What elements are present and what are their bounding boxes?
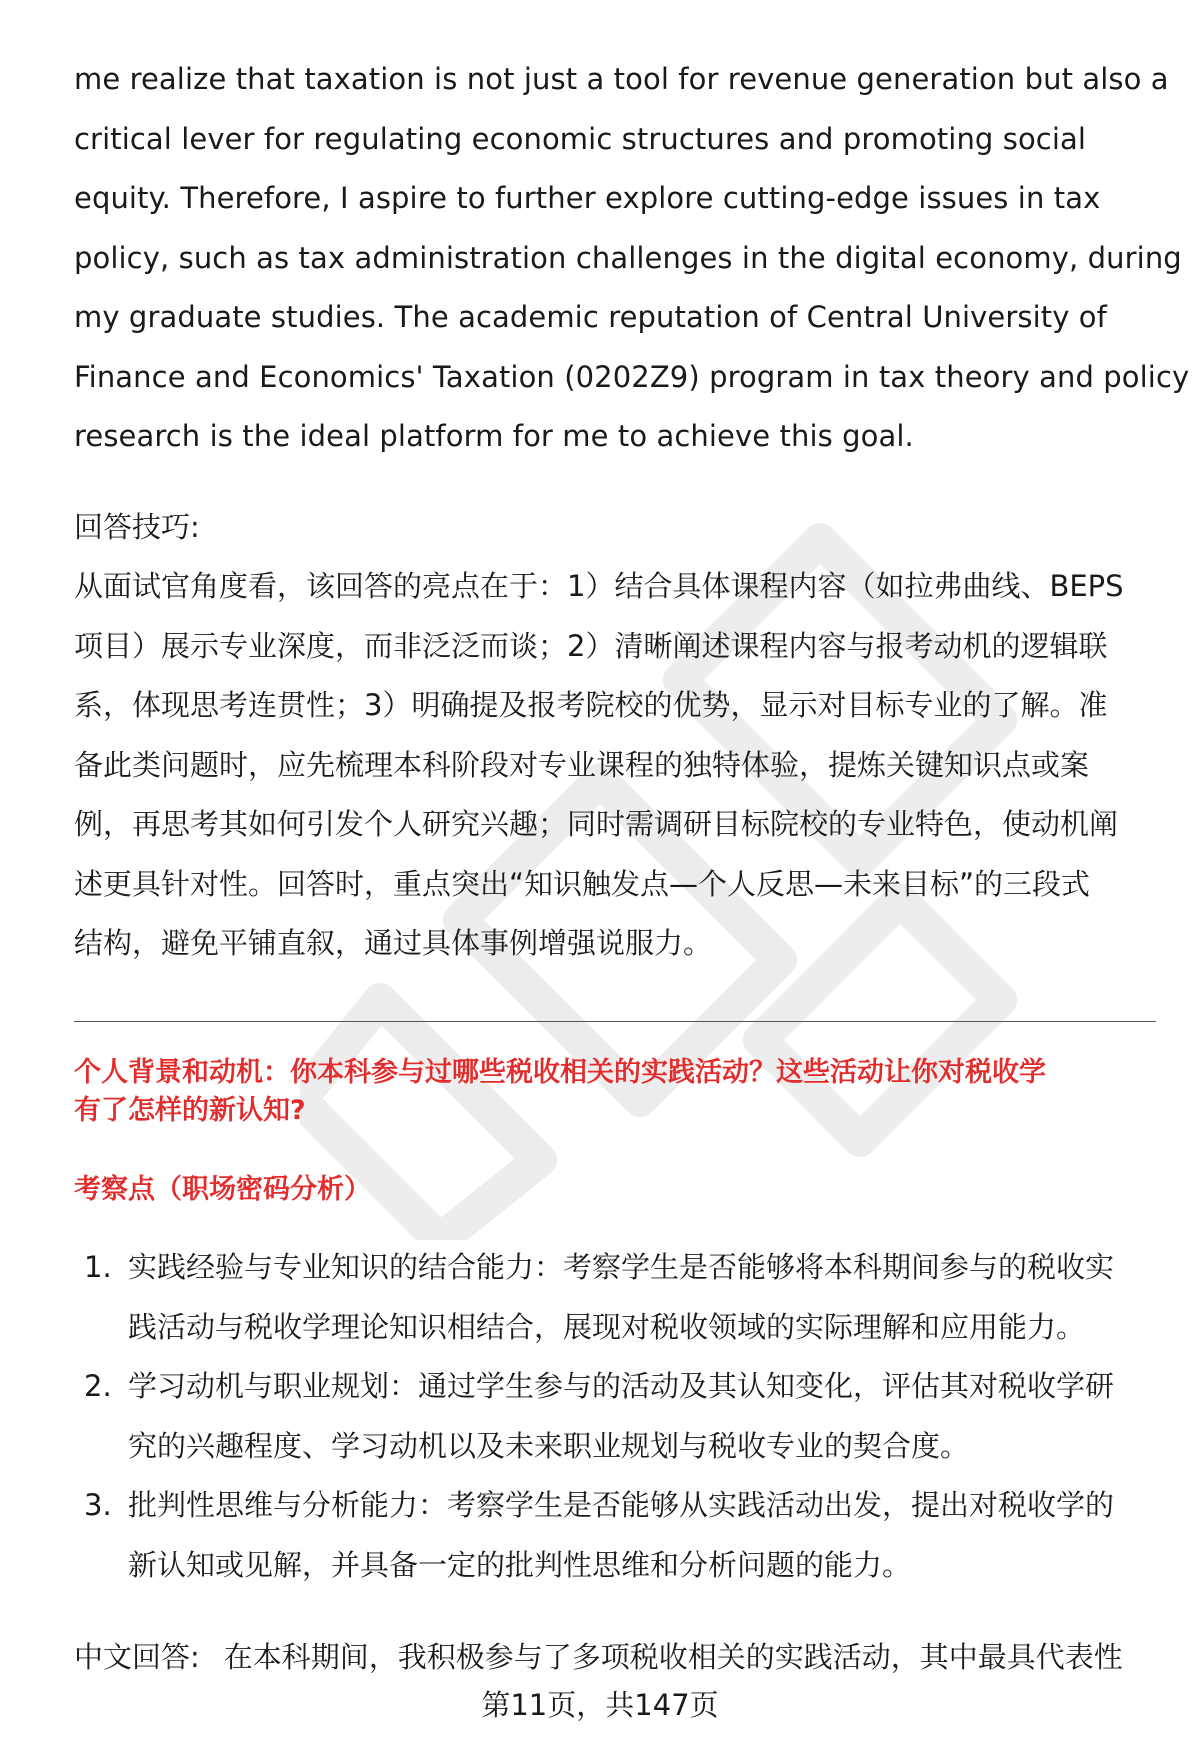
question-heading [74,1054,1164,1130]
list-item [0,1476,1200,1595]
tips-label: 回答技巧: [74,510,200,544]
text-line: 践活动与税收学理论知识相结合，展现对税收领域的实际理解和应用能力。 [128,1309,1086,1344]
text-line: 结构，避免平铺直叙，通过具体事例增强说服力。 [74,926,713,960]
list-item-text [128,1238,1168,1357]
exam-points-list [0,1238,1200,1595]
text-line: 实践经验与专业知识的结合能力：考察学生是否能够将本科期间参与的税收实 [128,1250,1115,1284]
text-line: 例，再思考其如何引发个人研究兴趣；同时需调研目标院校的专业特色，使动机阐 [74,807,1119,841]
text-line: 备此类问题时，应先梳理本科阶段对专业课程的独特体验，提炼关键知识点或案 [74,747,1090,782]
text-line: Finance and Economics' Taxation (0202Z9) program in tax theory and policy [74,359,1190,394]
list-item-text [128,1476,1168,1595]
text-line: critical lever for regulating economic structures and promoting social [74,121,1087,156]
text-line: 学习动机与职业规划：通过学生参与的活动及其认知变化，评估其对税收学研 [128,1369,1115,1403]
text-line: 系，体现思考连贯性；3）明确提及报考院校的优势，显示对目标专业的了解。准 [74,688,1108,722]
text-line: policy, such as tax administration challenges in the digital economy, during [74,240,1182,275]
text-line: my graduate studies. The academic reputation of Central University of [74,300,1107,334]
heading-line: 有了怎样的新认知? [74,1095,306,1126]
list-number: 3. [84,1488,112,1522]
text-line: 从面试官角度看，该回答的亮点在于：1）结合具体课程内容（如拉弗曲线、BEPS [74,569,1124,603]
list-number: 1. [84,1250,112,1284]
text-line: 项目）展示专业深度，而非泛泛而谈；2）清晰阐述课程内容与报考动机的逻辑联 [74,628,1108,663]
list-item [0,1238,1200,1357]
english-answer-paragraph [74,50,1190,467]
section-divider [74,1021,1156,1022]
answer-text: 在本科期间，我积极参与了多项税收相关的实践活动，其中最具代表性 [223,1640,1123,1674]
list-item-text [128,1357,1168,1476]
text-line: equity. Therefore, I aspire to further explore cutting-edge issues in tax [74,181,1101,215]
text-line: me realize that taxation is not just a tool for revenue generation but also a [74,62,1169,96]
tips-paragraph [74,557,1164,974]
text-line: research is the ideal platform for me to achieve this goal. [74,419,914,453]
text-line: 批判性思维与分析能力：考察学生是否能够从实践活动出发，提出对税收学的 [128,1488,1115,1522]
page-number-footer: 第11页，共147页 [481,1688,719,1722]
text-line: 究的兴趣程度、学习动机以及未来职业规划与税收专业的契合度。 [128,1428,970,1463]
list-number: 2. [84,1369,112,1403]
text-line: 新认知或见解，并具备一定的批判性思维和分析问题的能力。 [128,1547,912,1582]
text-line: 述更具针对性。回答时，重点突出“知识触发点—个人反思—未来目标”的三段式 [74,866,1091,901]
answer-label: 中文回答: [74,1640,200,1674]
exam-points-heading: 考察点（职场密码分析） [74,1174,371,1205]
list-item [0,1357,1200,1476]
heading-line: 个人背景和动机：你本科参与过哪些税收相关的实践活动？这些活动让你对税收学 [74,1057,1046,1088]
